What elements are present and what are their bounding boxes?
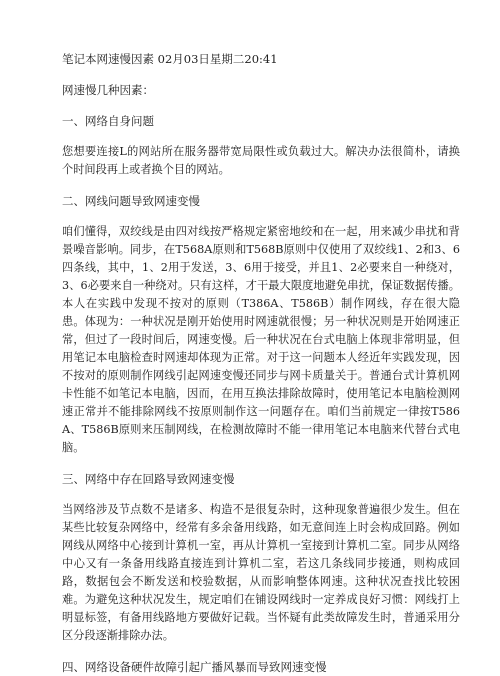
section-heading-2: 二、网线问题导致网速变慢 bbox=[62, 194, 200, 208]
section-body-3: 当网络涉及节点数不是诸多、构造不是很复杂时，这种现象普遍很少发生。但在某些比较复杂网络中，经常有多余备用线路，如无意间连上时会构成回路。例如网线从网络中心接到计算机一室，再从计算机一室接到计算机二室。同步从网络中心又有一条备用线路直接连到计算机二室，若这几条线同步接通，则构成回路，数据包会不断发送和校验数据，从而影响整体网速。这种状况查找比较困难。为避免这种状况发生，规定咱们在铺设网线时一定养成良好习惯：网线打上明显标签，有备用线路地方要做好记载。当怀疑有此类故障发生时，普通采用分区分段逐渐排除办法。 bbox=[62, 503, 460, 642]
lead-line: 网速慢几种因素： bbox=[62, 83, 154, 97]
document-title: 笔记本网速慢因素 02月03日星期二20:41 bbox=[62, 52, 278, 66]
section-heading-3: 三、网络中存在回路导致网速变慢 bbox=[62, 472, 235, 486]
section-heading-1: 一、网络自身问题 bbox=[62, 114, 154, 128]
section-body-1: 您想要连接L的网站所在服务器带宽局限性或负载过大。解决办法很简朴，请换个时间段再上或者换个目的网站。 bbox=[62, 145, 460, 176]
section-body-2: 咱们懂得，双绞线是由四对线按严格规定紧密地绞和在一起，用来减少串扰和背景噪音影响。同步，在T568A原则和T568B原则中仅使用了双绞线1、2和3、6四条线，其中，1、2用于发送，3、6用于接受，并且1、2必要来自一种绕对，3、6必要来自一种绕对。只有这样，才干最大限度地避免串扰，保证数据传播。本人在实践中发现不按对的原则（T386A、T586B）制作网线，存在很大隐患。体现为：一种状况是刚开始使用时网速就很慢；另一种状况则是开始网速正常，但过了一段时间后，网速变慢。后一种状况在台式电脑上体现非常明显，但用笔记本电脑检查时网速却体现为正常。对于这一问题本人经近年实践发现，因不按对的原则制作网线引起网速变慢还同步与网卡质量关于。普通台式计算机网卡性能不如笔记本电脑，因而，在用互换法排除故障时，使用笔记本电脑检测网速正常并不能排除网线不按原则制作这一问题存在。咱们当前规定一律按T586A、T586B原则来压制网线，在检测故障时不能一律用笔记本电脑来代替台式电脑。 bbox=[62, 225, 460, 454]
section-heading-4: 四、网络设备硬件故障引起广播风暴而导致网速变慢 bbox=[62, 660, 327, 674]
